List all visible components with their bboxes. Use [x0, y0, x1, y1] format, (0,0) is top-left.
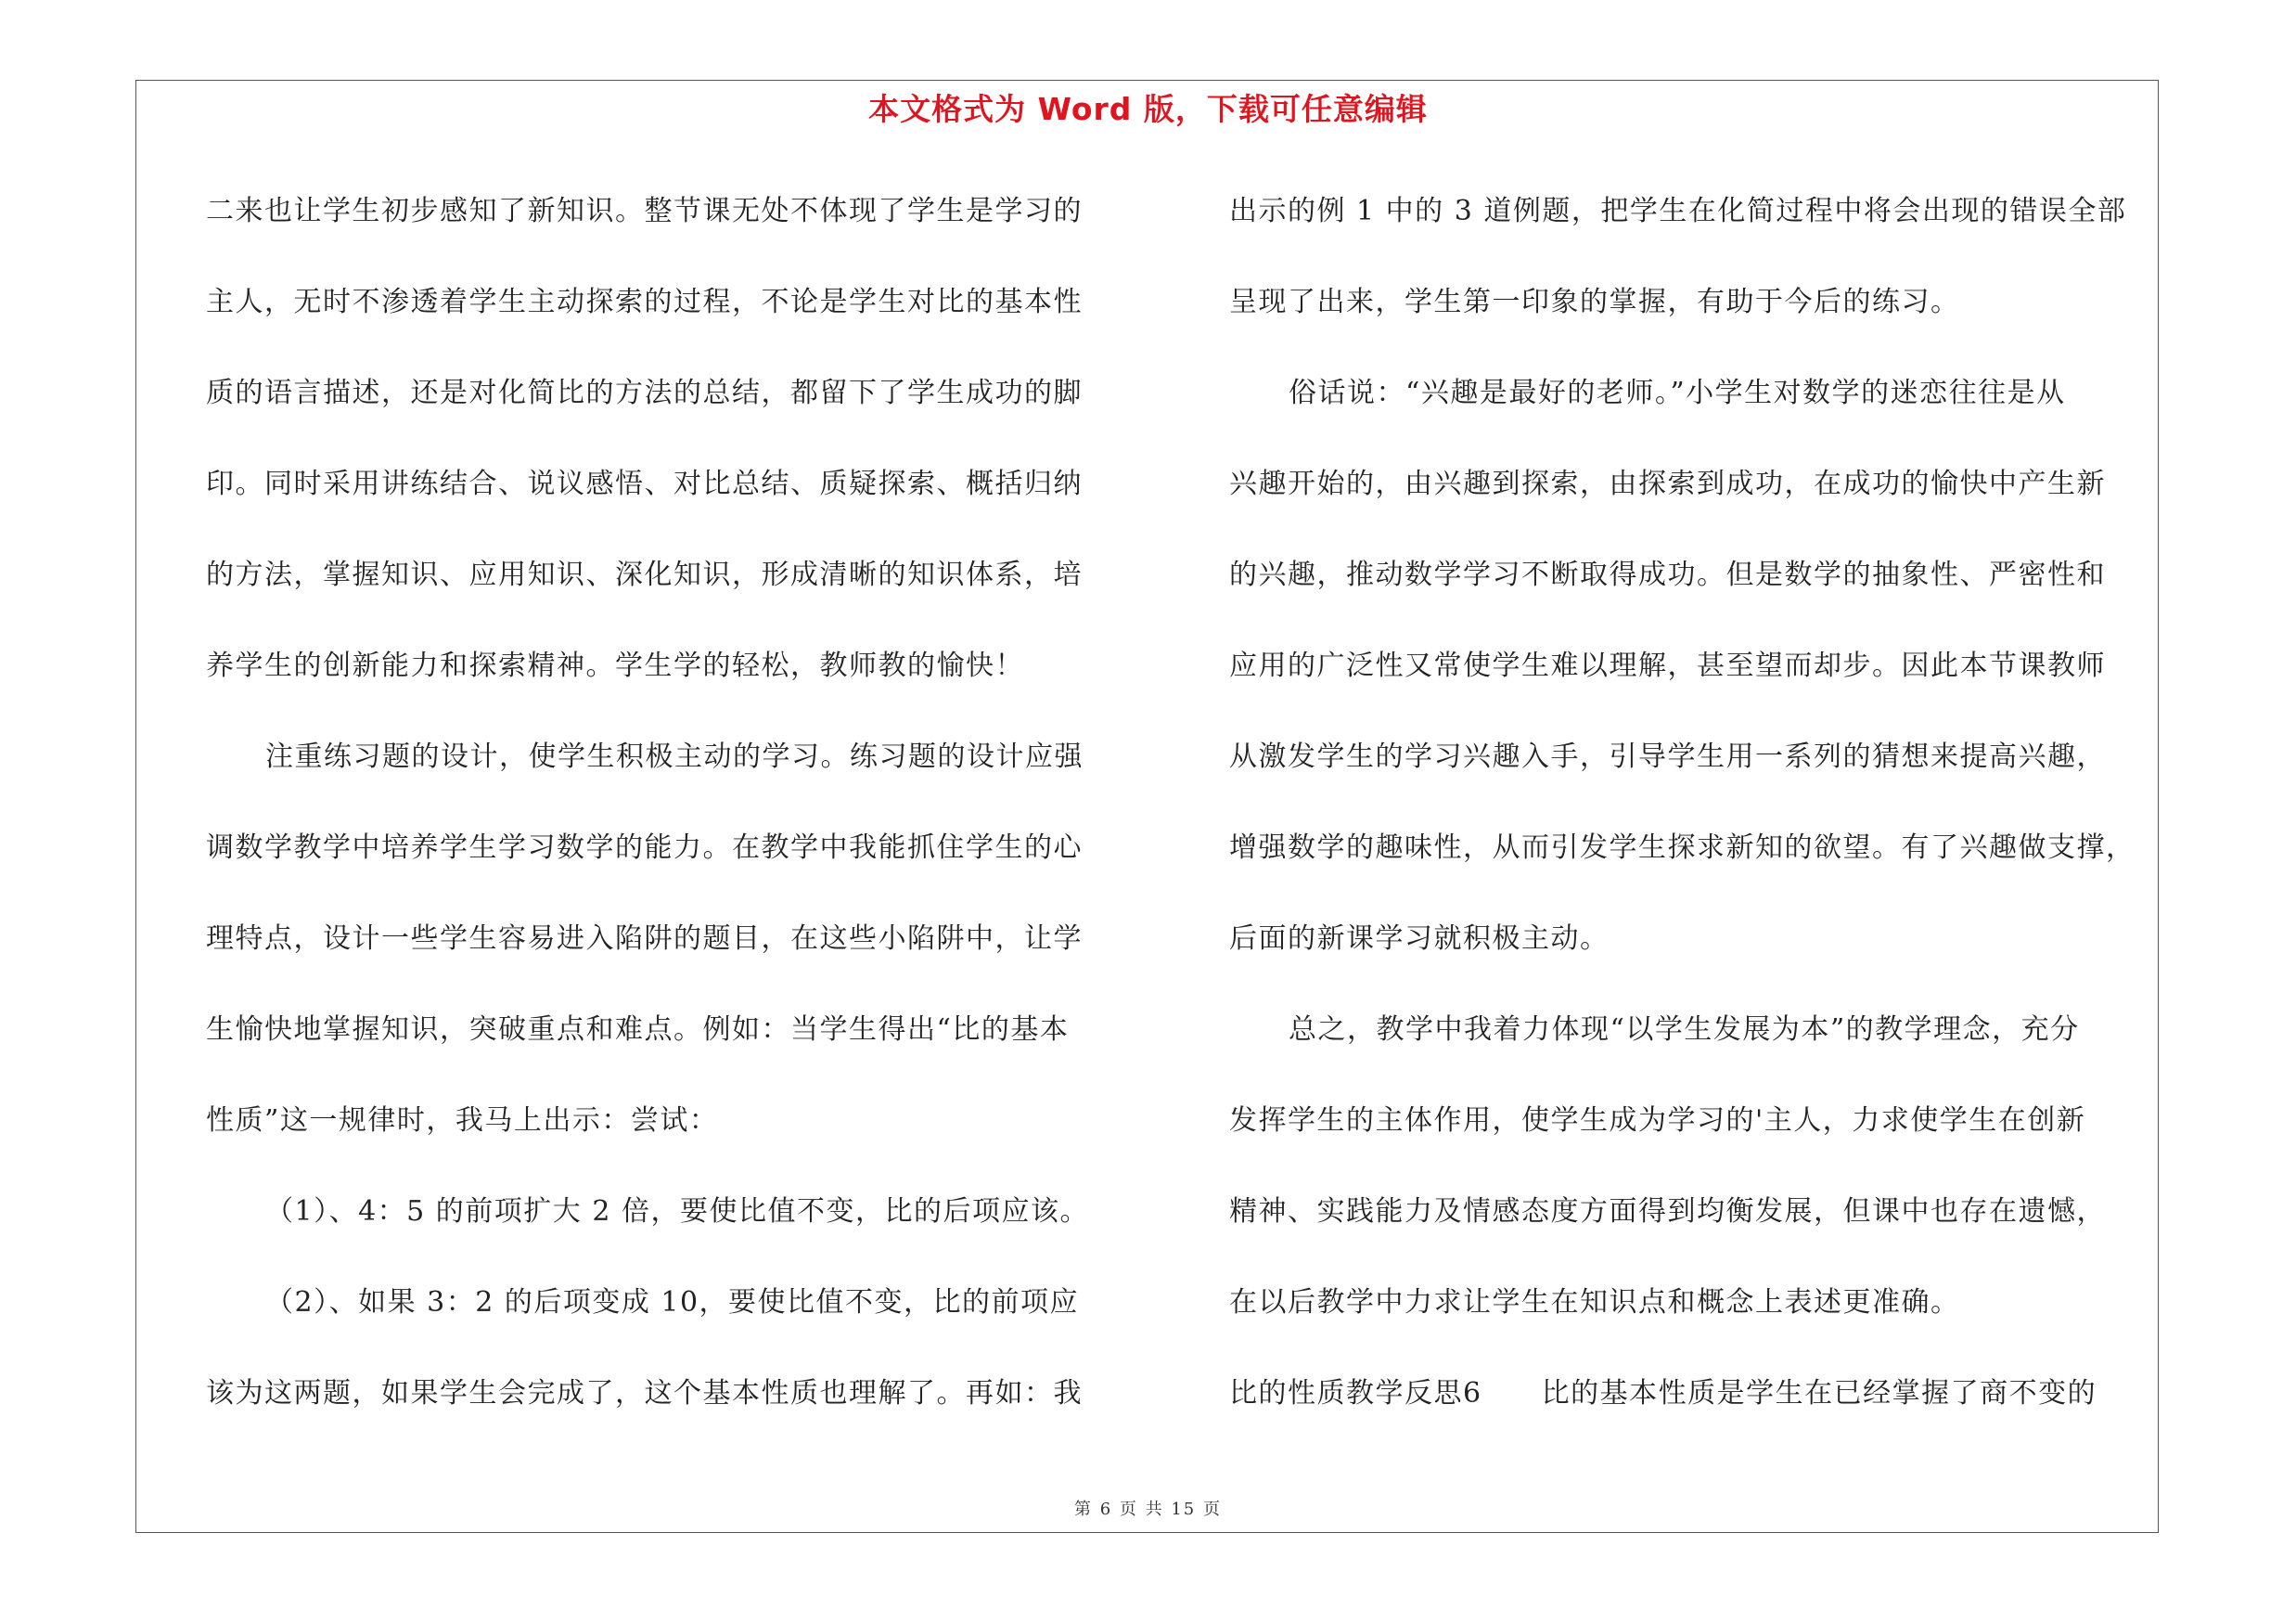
text-line: 印。同时采用讲练结合、说议感悟、对比总结、质疑探索、概括归纳 [206, 468, 1083, 500]
format-banner: 本文格式为 Word 版，下载可任意编辑 [868, 91, 1428, 127]
section-first-line: 比的基本性质是学生在已经掌握了商不变的 [1541, 1377, 2097, 1410]
paragraph-start-line: 注重练习题的设计，使学生积极主动的学习。练习题的设计应强 [265, 741, 1084, 773]
text-line: 质的语言描述，还是对化简比的方法的总结，都留下了学生成功的脚 [206, 377, 1083, 409]
paragraph-start-line: 总之，教学中我着力体现“以学生发展为本”的教学理念，充分 [1289, 1013, 2080, 1046]
text-line: 生愉快地掌握知识，突破重点和难点。例如：当学生得出“比的基本 [206, 1013, 1070, 1046]
text-line: 从激发学生的学习兴趣入手，引导学生用一系列的猜想来提高兴趣， [1229, 741, 2106, 773]
text-line: 在以后教学中力求让学生在知识点和概念上表述更准确。 [1229, 1286, 1960, 1319]
text-line: 出示的例 1 中的 3 道例题，把学生在化简过程中将会出现的错误全部 [1229, 195, 2127, 227]
left-text-column [206, 184, 1124, 1457]
text-line: 理特点，设计一些学生容易进入陷阱的题目，在这些小陷阱中，让学 [206, 922, 1083, 955]
text-line: 增强数学的趣味性，从而引发学生探求新知的欲望。有了兴趣做支撑， [1229, 831, 2136, 864]
section-title-line [1229, 1366, 2148, 1457]
text-line: 兴趣开始的，由兴趣到探索，由探索到成功，在成功的愉快中产生新 [1229, 468, 2106, 500]
text-line: 主人，无时不渗透着学生主动探索的过程，不论是学生对比的基本性 [206, 286, 1083, 318]
paragraph-start-line: 俗话说：“兴趣是最好的老师。”小学生对数学的迷恋往往是从 [1289, 377, 2066, 409]
text-line: 养学生的创新能力和探索精神。学生学的轻松，教师教的愉快！ [206, 650, 1024, 682]
exercise-line-1: （1）、4：5 的前项扩大 2 倍，要使比值不变，比的后项应该。 [265, 1195, 1089, 1228]
text-line: 呈现了出来，学生第一印象的掌握，有助于今后的练习。 [1229, 286, 1960, 318]
text-line: 发挥学生的主体作用，使学生成为学习的'主人，力求使学生在创新 [1229, 1104, 2086, 1137]
text-line: 后面的新课学习就积极主动。 [1229, 922, 1610, 955]
text-line: 应用的广泛性又常使学生难以理解，甚至望而却步。因此本节课教师 [1229, 650, 2106, 682]
exercise-line-2: （2）、如果 3：2 的后项变成 10，要使比值不变，比的前项应 [265, 1286, 1080, 1319]
text-line: 性质”这一规律时，我马上出示：尝试： [206, 1104, 719, 1137]
right-text-column [1229, 184, 2148, 1457]
text-line: 的方法，掌握知识、应用知识、深化知识，形成清晰的知识体系，培 [206, 559, 1083, 591]
text-line: 精神、实践能力及情感态度方面得到均衡发展，但课中也存在遗憾， [1229, 1195, 2106, 1228]
text-line: 调数学教学中培养学生学习数学的能力。在教学中我能抓住学生的心 [206, 831, 1083, 864]
section-title: 比的性质教学反思6 [1229, 1377, 1482, 1410]
page-number: 第 6 页 共 15 页 [1074, 1500, 1222, 1519]
text-line: 的兴趣，推动数学学习不断取得成功。但是数学的抽象性、严密性和 [1229, 559, 2106, 591]
text-line: 二来也让学生初步感知了新知识。整节课无处不体现了学生是学习的 [206, 195, 1083, 227]
text-line: 该为这两题，如果学生会完成了，这个基本性质也理解了。再如：我 [206, 1377, 1083, 1410]
